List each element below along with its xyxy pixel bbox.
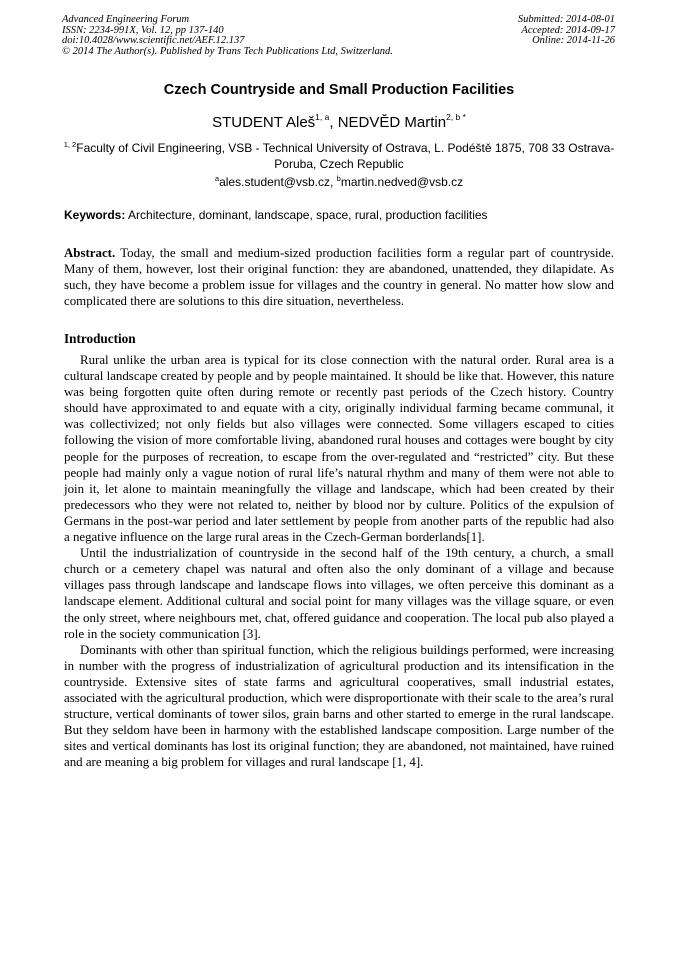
email-separator: , bbox=[330, 175, 337, 189]
keywords-label: Keywords: bbox=[64, 208, 126, 222]
keywords bbox=[64, 208, 620, 222]
abstract bbox=[64, 245, 614, 309]
affiliation bbox=[60, 137, 618, 172]
abstract-label: Abstract. bbox=[64, 246, 116, 260]
affiliation-text: Faculty of Civil Engineering, VSB - Technical University of Ostrava, L. Podéště 1875, 708 33 Ostrava-Poruba, Czech Republic bbox=[76, 141, 615, 171]
email-line bbox=[0, 174, 678, 189]
intro-paragraph-3: Dominants with other than spiritual function, which the religious buildings performed, were increasing in number with the progress of industrialization of agricultural production and its intensification in the countryside. Extensive sites of state farms and agricultural cooperatives, small industrial estates, associated with the agricultural production, which were disproportionate with their scale to the area’s rural structure, vertical dominants of tower silos, grain barns and other started to emerge in the rural landscape. But they seldom have been in harmony with the established landscape composition. Large number of the sites and vertical dominants has lost its original function; they are abandoned, not maintained, have ruined and are meaning a big problem for villages and rural landscape [1, 4]. bbox=[64, 642, 614, 770]
affiliation-marker: 1, 2 bbox=[63, 140, 77, 149]
journal-header-left bbox=[62, 15, 393, 58]
author-line bbox=[0, 112, 678, 131]
paper-title: Czech Countryside and Small Production Facilities bbox=[163, 82, 515, 98]
author-1: STUDENT Aleš bbox=[212, 114, 316, 131]
abstract-text: Today, the small and medium-sized production facilities form a regular part of countryside. Many of them, however, lost their original function: they are abandoned, unattended, they dilapidate. As such, they have become a problem issue for villages and the country in general. No matter how slow and complicated there are solutions to this dire situation, nevertheless. bbox=[64, 246, 614, 309]
email-b: martin.nedved@vsb.cz bbox=[340, 175, 464, 189]
accepted-date: Accepted: 2014-09-17 bbox=[521, 24, 615, 36]
journal-name: Advanced Engineering Forum bbox=[62, 14, 190, 25]
email-b-marker: b bbox=[336, 174, 341, 183]
intro-paragraph-2: Until the industrialization of countryside in the second half of the 19th century, a church, a small church or a cemetery chapel was natural and often also the only dominant of a village and because villages pass through landscape and landscape flows into villages, we often perceive this dominant as a landscape element. Additional cultural and social point for many villages was the village square, or even the only street, where neighbours met, chat, offered guidance and cooperation. The local pub also played a role in the society communication [3]. bbox=[64, 546, 614, 641]
introduction-body bbox=[64, 352, 614, 770]
author-2-marker: 2, b * bbox=[446, 112, 466, 122]
email-a-marker: a bbox=[214, 174, 220, 183]
email-a: ales.student@vsb.cz bbox=[219, 175, 330, 189]
copyright-line: © 2014 The Author(s). Published by Trans Tech Publications Ltd, Switzerland. bbox=[62, 46, 393, 58]
issn-line: ISSN: 2234-991X, Vol. 12, pp 137-140 bbox=[62, 24, 224, 36]
author-1-marker: 1, a bbox=[315, 112, 330, 122]
submitted-date: Submitted: 2014-08-01 bbox=[517, 14, 615, 25]
author-separator: , bbox=[329, 114, 338, 131]
section-heading-introduction: Introduction bbox=[64, 331, 136, 346]
intro-paragraph-1: Rural unlike the urban area is typical for its close connection with the natural order. Rural area is a cultural landscape created by people and by people maintained. It should be like that. However, this nature was being forgotten quite often during remote or recently past periods of the Czech history. Country should have approximated to and equate with a city, originally individual farming became communal, it was collectivized; not only fields but also villages were connected. Some villagers escaped to cities following the vision of more comfortable living, abandoned rural houses and cottages were bought by city people for the purposes of recreation, to escape from the over-regulated and “restricted” city. But these people had mainly only a vague notion of rural life’s natural rhythm and many of them were not able to join it, let alone to maintain meaningfully the village and landscape, which had been created by their predecessors who they were not related to, neither by blood nor by culture. Politics of the expulsion of Germans in the post-war period and later settlement by people from another parts of the republic had also a negative influence on the large rural areas in the Czech-German borderlands[1]. bbox=[64, 353, 614, 545]
keywords-text: Architecture, dominant, landscape, space, rural, production facilities bbox=[128, 208, 488, 222]
online-date: Online: 2014-11-26 bbox=[532, 35, 615, 47]
journal-header-right bbox=[518, 15, 615, 47]
doi-line: doi:10.4028/www.scientific.net/AEF.12.137 bbox=[62, 35, 245, 47]
author-2: NEDVĚD Martin bbox=[337, 114, 447, 131]
